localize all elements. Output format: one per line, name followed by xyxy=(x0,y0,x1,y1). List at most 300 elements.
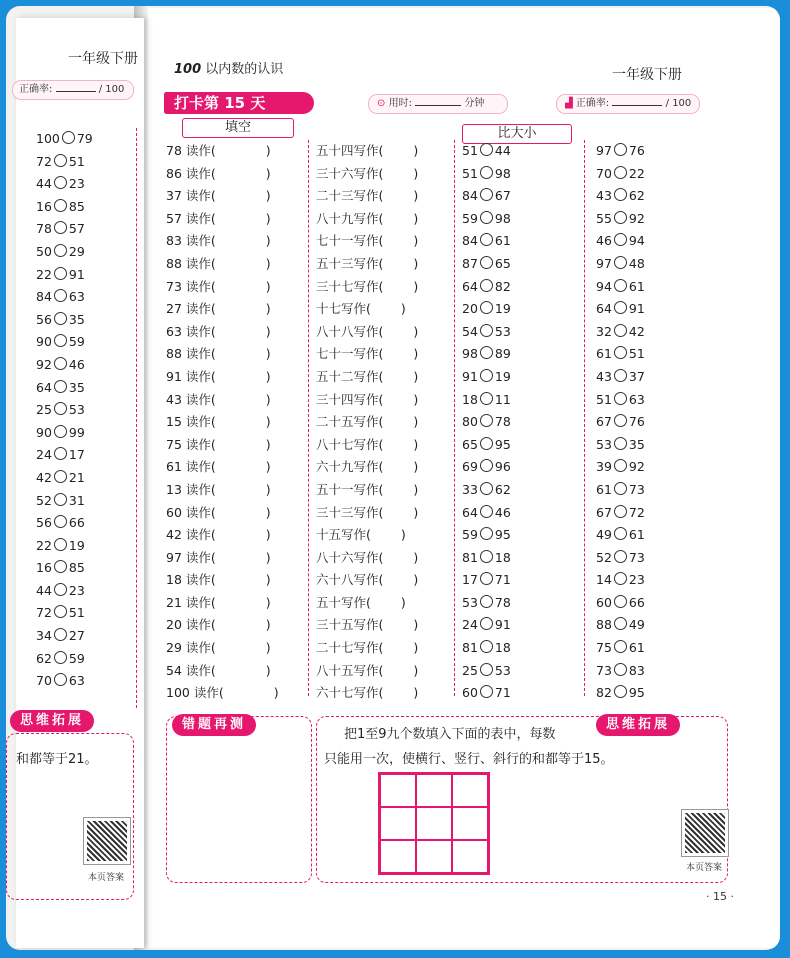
read-item xyxy=(166,366,279,389)
write-item xyxy=(316,163,418,186)
close-paren: ) xyxy=(265,504,271,520)
compare-right-number: 57 xyxy=(68,221,85,237)
item-prompt: 五十二写作( xyxy=(316,368,384,384)
compare-circle[interactable] xyxy=(480,459,493,472)
magic-square-grid[interactable] xyxy=(378,772,490,875)
think-expand-badge: 思维拓展 xyxy=(596,714,680,736)
compare-circle[interactable] xyxy=(54,244,67,257)
compare-left-number: 90 xyxy=(36,334,52,350)
compare-left-number: 59 xyxy=(462,527,478,543)
compare-right-number: 51 xyxy=(68,153,85,169)
compare-right-number: 82 xyxy=(494,278,511,294)
compare-left-number: 82 xyxy=(596,685,612,701)
compare-left-number: 16 xyxy=(36,198,52,214)
close-paren: ) xyxy=(265,391,271,407)
compare-circle[interactable] xyxy=(614,369,627,382)
compare-left-number: 94 xyxy=(596,278,612,294)
compare-left-number: 22 xyxy=(36,266,52,282)
read-item xyxy=(166,637,279,660)
item-prompt: 十七写作( xyxy=(316,301,371,317)
compare-left-number: 44 xyxy=(36,582,52,598)
compare-right-number: 48 xyxy=(628,255,645,271)
compare-circle[interactable] xyxy=(480,392,493,405)
compare-circle[interactable] xyxy=(480,346,493,359)
compare-circle[interactable] xyxy=(614,595,627,608)
grid-cell[interactable] xyxy=(380,774,416,807)
compare-right-number: 53 xyxy=(68,402,85,418)
read-item xyxy=(166,298,279,321)
read-item xyxy=(166,547,279,570)
read-item xyxy=(166,479,279,502)
write-item xyxy=(316,434,418,457)
compare-circle[interactable] xyxy=(480,279,493,292)
grid-cell[interactable] xyxy=(380,807,416,840)
compare-circle[interactable] xyxy=(480,211,493,224)
time-pill xyxy=(368,94,508,114)
compare-right-number: 35 xyxy=(68,311,85,327)
compare-circle[interactable] xyxy=(614,256,627,269)
close-paren: ) xyxy=(413,188,419,204)
item-prompt: 37 读作( xyxy=(166,188,216,204)
close-paren: ) xyxy=(265,617,271,633)
compare-row xyxy=(462,614,511,637)
compare-right-number: 85 xyxy=(68,560,85,576)
compare-right-number: 63 xyxy=(68,289,85,305)
chapter-number: 100 xyxy=(174,62,202,77)
compare-right-number: 94 xyxy=(628,233,645,249)
compare-right-number: 92 xyxy=(628,459,645,475)
compare-row xyxy=(596,343,645,366)
compare-right-number: 31 xyxy=(68,492,85,508)
compare-row xyxy=(596,321,645,344)
item-prompt: 二十五写作( xyxy=(316,414,384,430)
read-item xyxy=(166,208,279,231)
divider-2 xyxy=(454,140,455,696)
compare-right-number: 19 xyxy=(494,301,511,317)
compare-column-b xyxy=(596,140,645,705)
write-item xyxy=(316,208,418,231)
compare-circle[interactable] xyxy=(614,392,627,405)
compare-left-number: 60 xyxy=(462,685,478,701)
compare-circle[interactable] xyxy=(614,414,627,427)
compare-circle[interactable] xyxy=(480,301,493,314)
compare-right-number: 71 xyxy=(494,685,511,701)
right-qr-label: 本页答案 xyxy=(686,863,723,873)
compare-circle[interactable] xyxy=(614,572,627,585)
close-paren: ) xyxy=(413,572,419,588)
compare-circle[interactable] xyxy=(54,583,67,596)
compare-right-number: 61 xyxy=(628,527,645,543)
time-label: 用时: xyxy=(388,98,412,109)
compare-circle[interactable] xyxy=(614,301,627,314)
compare-row xyxy=(36,264,93,287)
compare-row xyxy=(462,637,511,660)
compare-row xyxy=(36,467,93,490)
compare-right-number: 23 xyxy=(68,582,85,598)
compare-right-number: 29 xyxy=(68,243,85,259)
compare-left-number: 64 xyxy=(462,504,478,520)
left-accuracy-total: / 100 xyxy=(98,84,125,95)
close-paren: ) xyxy=(400,594,406,610)
compare-left-number: 81 xyxy=(462,549,478,565)
compare-circle[interactable] xyxy=(614,233,627,246)
compare-circle[interactable] xyxy=(54,312,67,325)
compare-left-number: 81 xyxy=(462,640,478,656)
read-item xyxy=(166,456,279,479)
compare-row xyxy=(596,366,645,389)
read-item xyxy=(166,502,279,525)
read-item xyxy=(166,569,279,592)
compare-circle[interactable] xyxy=(614,617,627,630)
compare-row xyxy=(36,218,93,241)
grid-cell[interactable] xyxy=(416,807,452,840)
close-paren: ) xyxy=(265,662,271,678)
compare-circle[interactable] xyxy=(480,437,493,450)
compare-right-number: 59 xyxy=(68,650,85,666)
compare-circle[interactable] xyxy=(54,380,67,393)
item-prompt: 54 读作( xyxy=(166,662,216,678)
compare-row xyxy=(36,173,93,196)
close-paren: ) xyxy=(413,323,419,339)
compare-left-number: 33 xyxy=(462,481,478,497)
compare-row xyxy=(596,163,645,186)
puzzle-line-1: 把1至9九个数填入下面的表中，每数 xyxy=(344,727,556,742)
write-item xyxy=(316,185,418,208)
compare-row xyxy=(462,682,511,705)
item-prompt: 63 读作( xyxy=(166,323,216,339)
compare-circle[interactable] xyxy=(614,166,627,179)
grid-cell[interactable] xyxy=(452,840,488,873)
item-prompt: 88 读作( xyxy=(166,346,216,362)
grid-cell[interactable] xyxy=(380,840,416,873)
compare-left-number: 46 xyxy=(596,233,612,249)
item-prompt: 20 读作( xyxy=(166,617,216,633)
compare-circle[interactable] xyxy=(480,482,493,495)
read-item xyxy=(166,660,279,683)
compare-circle[interactable] xyxy=(480,527,493,540)
compare-row xyxy=(36,490,93,513)
compare-row xyxy=(36,196,93,219)
item-prompt: 六十九写作( xyxy=(316,459,384,475)
compare-row xyxy=(36,512,93,535)
compare-right-number: 66 xyxy=(628,594,645,610)
compare-right-number: 62 xyxy=(494,481,511,497)
compare-left-number: 78 xyxy=(36,221,52,237)
compare-left-number: 67 xyxy=(596,414,612,430)
compare-row xyxy=(462,592,511,615)
chapter-header xyxy=(174,58,283,77)
item-prompt: 八十九写作( xyxy=(316,210,384,226)
compare-right-number: 42 xyxy=(628,323,645,339)
compare-circle[interactable] xyxy=(614,211,627,224)
compare-left-number: 53 xyxy=(462,594,478,610)
compare-right-number: 46 xyxy=(494,504,511,520)
compare-row xyxy=(462,434,511,457)
right-qr-code xyxy=(682,810,728,856)
compare-row xyxy=(462,276,511,299)
grid-cell[interactable] xyxy=(452,807,488,840)
compare-row xyxy=(462,140,511,163)
compare-left-number: 97 xyxy=(596,143,612,158)
compare-circle[interactable] xyxy=(614,346,627,359)
compare-circle[interactable] xyxy=(54,560,67,573)
compare-right-number: 49 xyxy=(628,617,645,633)
compare-circle[interactable] xyxy=(62,131,75,144)
compare-row xyxy=(462,185,511,208)
compare-right-number: 73 xyxy=(628,481,645,497)
compare-circle[interactable] xyxy=(480,369,493,382)
close-paren: ) xyxy=(265,549,271,565)
compare-circle[interactable] xyxy=(614,482,627,495)
divider-3 xyxy=(584,140,585,696)
compare-circle[interactable] xyxy=(480,143,493,156)
item-prompt: 97 读作( xyxy=(166,549,216,565)
close-paren: ) xyxy=(413,210,419,226)
compare-left-number: 52 xyxy=(596,549,612,565)
write-item xyxy=(316,502,418,525)
compare-circle[interactable] xyxy=(614,663,627,676)
compare-circle[interactable] xyxy=(480,572,493,585)
compare-left-number: 84 xyxy=(462,233,478,249)
compare-circle[interactable] xyxy=(480,663,493,676)
grid-cell[interactable] xyxy=(416,840,452,873)
compare-circle[interactable] xyxy=(54,538,67,551)
compare-left-number: 24 xyxy=(462,617,478,633)
close-paren: ) xyxy=(413,368,419,384)
compare-row xyxy=(36,648,93,671)
compare-row xyxy=(36,309,93,332)
compare-circle[interactable] xyxy=(54,628,67,641)
close-paren: ) xyxy=(265,436,271,452)
read-column xyxy=(166,140,279,705)
left-qr-code xyxy=(84,818,130,864)
compare-right-number: 53 xyxy=(494,323,511,339)
compare-right-number: 27 xyxy=(68,628,85,644)
write-item xyxy=(316,660,418,683)
compare-row xyxy=(462,230,511,253)
compare-right-number: 92 xyxy=(628,210,645,226)
compare-right-number: 67 xyxy=(494,188,511,204)
compare-circle[interactable] xyxy=(480,166,493,179)
fill-blank-title: 填空 xyxy=(182,118,294,138)
compare-circle[interactable] xyxy=(54,493,67,506)
compare-row xyxy=(462,479,511,502)
compare-right-number: 91 xyxy=(494,617,511,633)
compare-row xyxy=(36,151,93,174)
grid-cell[interactable] xyxy=(416,774,452,807)
compare-left-number: 84 xyxy=(462,188,478,204)
day-title: 打卡第 15 天 xyxy=(164,92,314,114)
compare-row xyxy=(462,411,511,434)
compare-row xyxy=(462,456,511,479)
compare-row xyxy=(596,569,645,592)
compare-circle[interactable] xyxy=(480,414,493,427)
compare-right-number: 72 xyxy=(628,504,645,520)
compare-row xyxy=(596,660,645,683)
compare-row xyxy=(596,479,645,502)
compare-circle[interactable] xyxy=(54,154,67,167)
compare-circle[interactable] xyxy=(480,324,493,337)
compare-row xyxy=(596,253,645,276)
read-item xyxy=(166,185,279,208)
compare-row xyxy=(36,377,93,400)
compare-circle[interactable] xyxy=(614,188,627,201)
close-paren: ) xyxy=(265,527,271,543)
write-item xyxy=(316,343,418,366)
left-think-badge: 思维拓展 xyxy=(10,710,94,732)
compare-row xyxy=(596,185,645,208)
write-item xyxy=(316,479,418,502)
compare-circle[interactable] xyxy=(480,233,493,246)
grid-cell[interactable] xyxy=(452,774,488,807)
write-item xyxy=(316,592,418,615)
compare-row xyxy=(36,331,93,354)
compare-left-number: 73 xyxy=(596,662,612,678)
compare-row xyxy=(596,411,645,434)
compare-row xyxy=(462,208,511,231)
compare-row xyxy=(36,557,93,580)
compare-row xyxy=(36,422,93,445)
compare-left-number: 100 xyxy=(36,131,60,146)
close-paren: ) xyxy=(413,459,419,475)
compare-left-number: 55 xyxy=(596,210,612,226)
compare-left-number: 43 xyxy=(596,368,612,384)
compare-row xyxy=(36,241,93,264)
compare-circle[interactable] xyxy=(614,459,627,472)
compare-circle[interactable] xyxy=(614,685,627,698)
compare-right-number: 19 xyxy=(494,368,511,384)
compare-circle[interactable] xyxy=(614,324,627,337)
compare-circle[interactable] xyxy=(54,425,67,438)
compare-left-number: 24 xyxy=(36,447,52,463)
compare-circle[interactable] xyxy=(614,527,627,540)
write-item xyxy=(316,614,418,637)
compare-right-number: 17 xyxy=(68,447,85,463)
close-paren: ) xyxy=(265,255,271,271)
compare-left-number: 88 xyxy=(596,617,612,633)
compare-right-number: 37 xyxy=(628,368,645,384)
compare-right-number: 71 xyxy=(494,572,511,588)
compare-right-number: 61 xyxy=(494,233,511,249)
compare-circle[interactable] xyxy=(54,515,67,528)
compare-circle[interactable] xyxy=(54,176,67,189)
close-paren: ) xyxy=(265,368,271,384)
item-prompt: 六十七写作( xyxy=(316,685,384,701)
accuracy-total: / 100 xyxy=(665,98,692,109)
item-prompt: 六十八写作( xyxy=(316,572,384,588)
compare-right-number: 63 xyxy=(628,391,645,407)
compare-circle[interactable] xyxy=(54,605,67,618)
compare-left-number: 62 xyxy=(36,650,52,666)
compare-circle[interactable] xyxy=(54,673,67,686)
compare-circle[interactable] xyxy=(54,334,67,347)
compare-circle[interactable] xyxy=(54,470,67,483)
compare-circle[interactable] xyxy=(614,437,627,450)
compare-left-number: 65 xyxy=(462,436,478,452)
compare-right-number: 62 xyxy=(628,188,645,204)
compare-circle[interactable] xyxy=(480,188,493,201)
compare-circle[interactable] xyxy=(614,279,627,292)
compare-circle[interactable] xyxy=(54,199,67,212)
compare-left-number: 75 xyxy=(596,640,612,656)
write-item xyxy=(316,637,418,660)
compare-row xyxy=(462,389,511,412)
compare-circle[interactable] xyxy=(54,221,67,234)
close-paren: ) xyxy=(413,255,419,271)
compare-circle[interactable] xyxy=(54,267,67,280)
close-paren: ) xyxy=(413,481,419,497)
item-prompt: 五十写作( xyxy=(316,594,371,610)
compare-circle[interactable] xyxy=(614,143,627,156)
item-prompt: 29 读作( xyxy=(166,640,216,656)
close-paren: ) xyxy=(265,210,271,226)
compare-left-number: 25 xyxy=(462,662,478,678)
compare-row xyxy=(596,456,645,479)
compare-circle[interactable] xyxy=(614,505,627,518)
right-header: 一年级下册 xyxy=(612,67,682,83)
write-item xyxy=(316,321,418,344)
compare-right-number: 85 xyxy=(68,198,85,214)
item-prompt: 15 读作( xyxy=(166,414,216,430)
write-item xyxy=(316,456,418,479)
close-paren: ) xyxy=(265,414,271,430)
compare-left-number: 72 xyxy=(36,153,52,169)
compare-right-number: 98 xyxy=(494,210,511,226)
divider-1 xyxy=(308,140,309,696)
wrong-retest-box xyxy=(166,716,312,883)
compare-left-number: 56 xyxy=(36,311,52,327)
compare-left-number: 67 xyxy=(596,504,612,520)
compare-left-number: 44 xyxy=(36,176,52,192)
item-prompt: 五十一写作( xyxy=(316,481,384,497)
compare-circle[interactable] xyxy=(54,357,67,370)
item-prompt: 100 读作( xyxy=(166,685,224,701)
compare-row xyxy=(596,502,645,525)
item-prompt: 二十三写作( xyxy=(316,188,384,204)
compare-circle[interactable] xyxy=(480,640,493,653)
compare-circle[interactable] xyxy=(54,447,67,460)
compare-circle[interactable] xyxy=(480,685,493,698)
compare-circle[interactable] xyxy=(54,402,67,415)
close-paren: ) xyxy=(413,504,419,520)
compare-circle[interactable] xyxy=(614,640,627,653)
compare-left-number: 92 xyxy=(36,356,52,372)
compare-left-number: 90 xyxy=(36,424,52,440)
compare-left-number: 98 xyxy=(462,346,478,362)
close-paren: ) xyxy=(265,346,271,362)
left-compare-column xyxy=(36,128,93,693)
write-item xyxy=(316,230,418,253)
compare-circle[interactable] xyxy=(480,617,493,630)
compare-right-number: 59 xyxy=(68,334,85,350)
compare-circle[interactable] xyxy=(54,651,67,664)
compare-circle[interactable] xyxy=(480,550,493,563)
close-paren: ) xyxy=(265,459,271,475)
compare-right-number: 98 xyxy=(494,165,511,181)
compare-circle[interactable] xyxy=(480,595,493,608)
compare-right-number: 53 xyxy=(494,662,511,678)
compare-circle[interactable] xyxy=(614,550,627,563)
compare-circle[interactable] xyxy=(54,289,67,302)
compare-left-number: 51 xyxy=(462,143,478,158)
compare-left-number: 54 xyxy=(462,323,478,339)
compare-circle[interactable] xyxy=(480,256,493,269)
write-column xyxy=(316,140,418,705)
compare-circle[interactable] xyxy=(480,505,493,518)
left-accuracy-pill xyxy=(12,80,134,100)
compare-row xyxy=(462,524,511,547)
left-puzzle-text: 和都等于21。 xyxy=(16,752,98,767)
